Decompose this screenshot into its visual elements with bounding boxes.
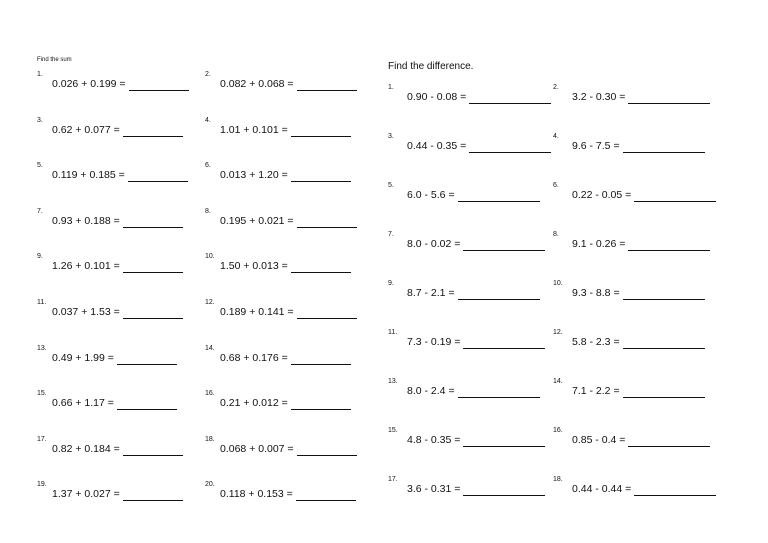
problem-number: 14. (205, 344, 215, 352)
answer-blank[interactable] (458, 385, 540, 398)
problem-number: 12. (553, 329, 563, 336)
problem-number: 3. (388, 133, 394, 140)
problem-expression: 3.6 - 0.31 = (407, 483, 461, 495)
answer-blank[interactable] (463, 336, 545, 349)
sum-problem (37, 388, 205, 410)
difference-problem (388, 425, 553, 447)
problem-number: 17. (37, 435, 47, 443)
problem-number: 7. (388, 231, 394, 238)
difference-problem (553, 327, 718, 349)
sum-problem (205, 343, 357, 365)
answer-blank[interactable] (628, 238, 710, 251)
problem-number: 16. (205, 390, 215, 398)
answer-blank[interactable] (291, 169, 351, 182)
answer-blank[interactable] (623, 385, 705, 398)
problem-number: 4. (205, 116, 211, 124)
answer-blank[interactable] (297, 78, 357, 91)
problem-number: 1. (37, 71, 43, 78)
answer-blank[interactable] (634, 189, 716, 202)
problem-expression: 1.50 + 0.013 = (220, 260, 288, 273)
problem-number: 20. (205, 481, 215, 489)
problem-number: 6. (205, 162, 211, 170)
difference-problem (553, 474, 718, 496)
problem-expression: 0.66 + 1.17 = (52, 397, 114, 410)
problem-number: 2. (553, 84, 559, 91)
problem-expression: 9.6 - 7.5 = (572, 140, 620, 152)
problem-expression: 7.1 - 2.2 = (572, 385, 620, 397)
difference-problem (553, 229, 718, 251)
problem-number: 17. (388, 476, 398, 483)
sum-problem (37, 206, 205, 228)
problem-number: 13. (37, 344, 47, 352)
answer-blank[interactable] (469, 91, 551, 104)
problem-expression: 0.195 + 0.021 = (220, 214, 294, 227)
sum-problem (37, 160, 205, 182)
answer-blank[interactable] (128, 169, 188, 182)
answer-blank[interactable] (291, 352, 351, 365)
answer-blank[interactable] (291, 397, 351, 410)
problem-expression: 3.2 - 0.30 = (572, 91, 626, 103)
answer-blank[interactable] (297, 215, 357, 228)
problem-number: 7. (37, 207, 43, 215)
problem-expression: 8.0 - 0.02 = (407, 238, 461, 250)
problem-number: 9. (388, 280, 394, 287)
problem-number: 13. (388, 378, 398, 385)
answer-blank[interactable] (634, 483, 716, 496)
problem-number: 12. (205, 298, 215, 306)
sum-problem (205, 206, 357, 228)
problem-expression: 0.68 + 0.176 = (220, 351, 288, 364)
difference-problem (388, 180, 553, 202)
problem-expression: 5.8 - 2.3 = (572, 336, 620, 348)
sum-problem (37, 251, 205, 273)
problem-number: 4. (553, 133, 559, 140)
problem-expression: 0.082 + 0.068 = (220, 78, 294, 90)
problem-expression: 8.7 - 2.1 = (407, 287, 455, 299)
problem-number: 10. (553, 280, 563, 287)
answer-blank[interactable] (623, 336, 705, 349)
problem-number: 15. (388, 427, 398, 434)
answer-blank[interactable] (117, 352, 177, 365)
problem-expression: 0.90 - 0.08 = (407, 91, 467, 103)
problem-expression: 4.8 - 0.35 = (407, 434, 461, 446)
difference-problems (388, 82, 728, 523)
answer-blank[interactable] (291, 260, 351, 273)
sum-problem (37, 479, 205, 501)
problem-number: 2. (205, 71, 211, 78)
problem-number: 1. (388, 84, 394, 91)
problem-number: 16. (553, 427, 563, 434)
problem-expression: 9.3 - 8.8 = (572, 287, 620, 299)
sum-problem (205, 160, 357, 182)
sum-problem (205, 251, 357, 273)
sum-section (37, 55, 357, 525)
answer-blank[interactable] (123, 260, 183, 273)
problem-expression: 0.44 - 0.44 = (572, 483, 632, 495)
difference-problem (553, 180, 718, 202)
answer-blank[interactable] (463, 434, 545, 447)
difference-problem (553, 131, 718, 153)
sum-problem (37, 115, 205, 137)
answer-blank[interactable] (623, 140, 705, 153)
problem-number: 11. (37, 298, 47, 306)
answer-blank[interactable] (296, 488, 356, 501)
problem-number: 19. (37, 481, 47, 489)
difference-problem (388, 278, 553, 300)
problem-expression: 9.1 - 0.26 = (572, 238, 626, 250)
difference-problem (553, 376, 718, 398)
problem-expression: 0.44 - 0.35 = (407, 140, 467, 152)
sum-problem (37, 297, 205, 319)
sum-problem (205, 115, 357, 137)
answer-blank[interactable] (117, 397, 177, 410)
answer-blank[interactable] (458, 287, 540, 300)
sum-problem (37, 69, 205, 91)
difference-instructions: Find the difference. (388, 61, 474, 72)
problem-expression: 7.3 - 0.19 = (407, 336, 461, 348)
difference-problem (553, 278, 718, 300)
answer-blank[interactable] (628, 91, 710, 104)
answer-blank[interactable] (469, 140, 551, 153)
answer-blank[interactable] (123, 215, 183, 228)
problem-number: 5. (37, 162, 43, 170)
answer-blank[interactable] (297, 306, 357, 319)
answer-blank[interactable] (291, 124, 351, 137)
problem-number: 15. (37, 390, 47, 398)
difference-section (388, 60, 728, 523)
problem-expression: 0.22 - 0.05 = (572, 189, 632, 201)
sum-problem (205, 479, 357, 501)
answer-blank[interactable] (123, 306, 183, 319)
answer-blank[interactable] (123, 443, 183, 456)
problem-number: 3. (37, 116, 43, 124)
answer-blank[interactable] (623, 287, 705, 300)
problem-number: 11. (388, 329, 398, 336)
problem-expression: 0.068 + 0.007 = (220, 442, 294, 455)
answer-blank[interactable] (463, 238, 545, 251)
difference-problem (388, 82, 553, 104)
problem-expression: 0.85 - 0.4 = (572, 434, 626, 446)
sum-problem (205, 388, 357, 410)
answer-blank[interactable] (628, 434, 710, 447)
problem-expression: 1.01 + 0.101 = (220, 123, 288, 136)
problem-number: 14. (553, 378, 563, 385)
difference-problem (553, 425, 718, 447)
sum-problem (205, 297, 357, 319)
answer-blank[interactable] (458, 189, 540, 202)
sum-problems (37, 69, 357, 525)
sum-problem (205, 434, 357, 456)
problem-expression: 0.62 + 0.077 = (52, 123, 120, 136)
problem-expression: 0.82 + 0.184 = (52, 442, 120, 455)
difference-problem (388, 131, 553, 153)
problem-number: 8. (205, 207, 211, 215)
answer-blank[interactable] (123, 488, 183, 501)
answer-blank[interactable] (129, 78, 189, 91)
problem-expression: 0.013 + 1.20 = (220, 169, 288, 182)
problem-number: 9. (37, 253, 43, 261)
sum-instructions: Find the sum (37, 57, 72, 63)
problem-number: 10. (205, 253, 215, 261)
difference-problem (388, 474, 553, 496)
problem-expression: 0.119 + 0.185 = (52, 169, 125, 182)
problem-expression: 6.0 - 5.6 = (407, 189, 455, 201)
problem-number: 18. (205, 435, 215, 443)
difference-problem (388, 376, 553, 398)
problem-expression: 1.37 + 0.027 = (52, 488, 120, 501)
answer-blank[interactable] (123, 124, 183, 137)
problem-number: 6. (553, 182, 559, 189)
difference-problem (388, 229, 553, 251)
problem-expression: 0.93 + 0.188 = (52, 214, 120, 227)
problem-expression: 0.026 + 0.199 = (52, 78, 126, 90)
difference-problem (388, 327, 553, 349)
problem-expression: 0.189 + 0.141 = (220, 305, 294, 318)
problem-expression: 1.26 + 0.101 = (52, 260, 120, 273)
sum-problem (205, 69, 357, 91)
answer-blank[interactable] (463, 483, 545, 496)
problem-number: 8. (553, 231, 559, 238)
answer-blank[interactable] (297, 443, 357, 456)
sum-problem (37, 343, 205, 365)
problem-expression: 8.0 - 2.4 = (407, 385, 455, 397)
problem-number: 5. (388, 182, 394, 189)
problem-number: 18. (553, 476, 563, 483)
problem-expression: 0.118 + 0.153 = (220, 488, 293, 501)
difference-problem (553, 82, 718, 104)
problem-expression: 0.21 + 0.012 = (220, 397, 288, 410)
problem-expression: 0.49 + 1.99 = (52, 351, 114, 364)
problem-expression: 0.037 + 1.53 = (52, 305, 120, 318)
sum-problem (37, 434, 205, 456)
